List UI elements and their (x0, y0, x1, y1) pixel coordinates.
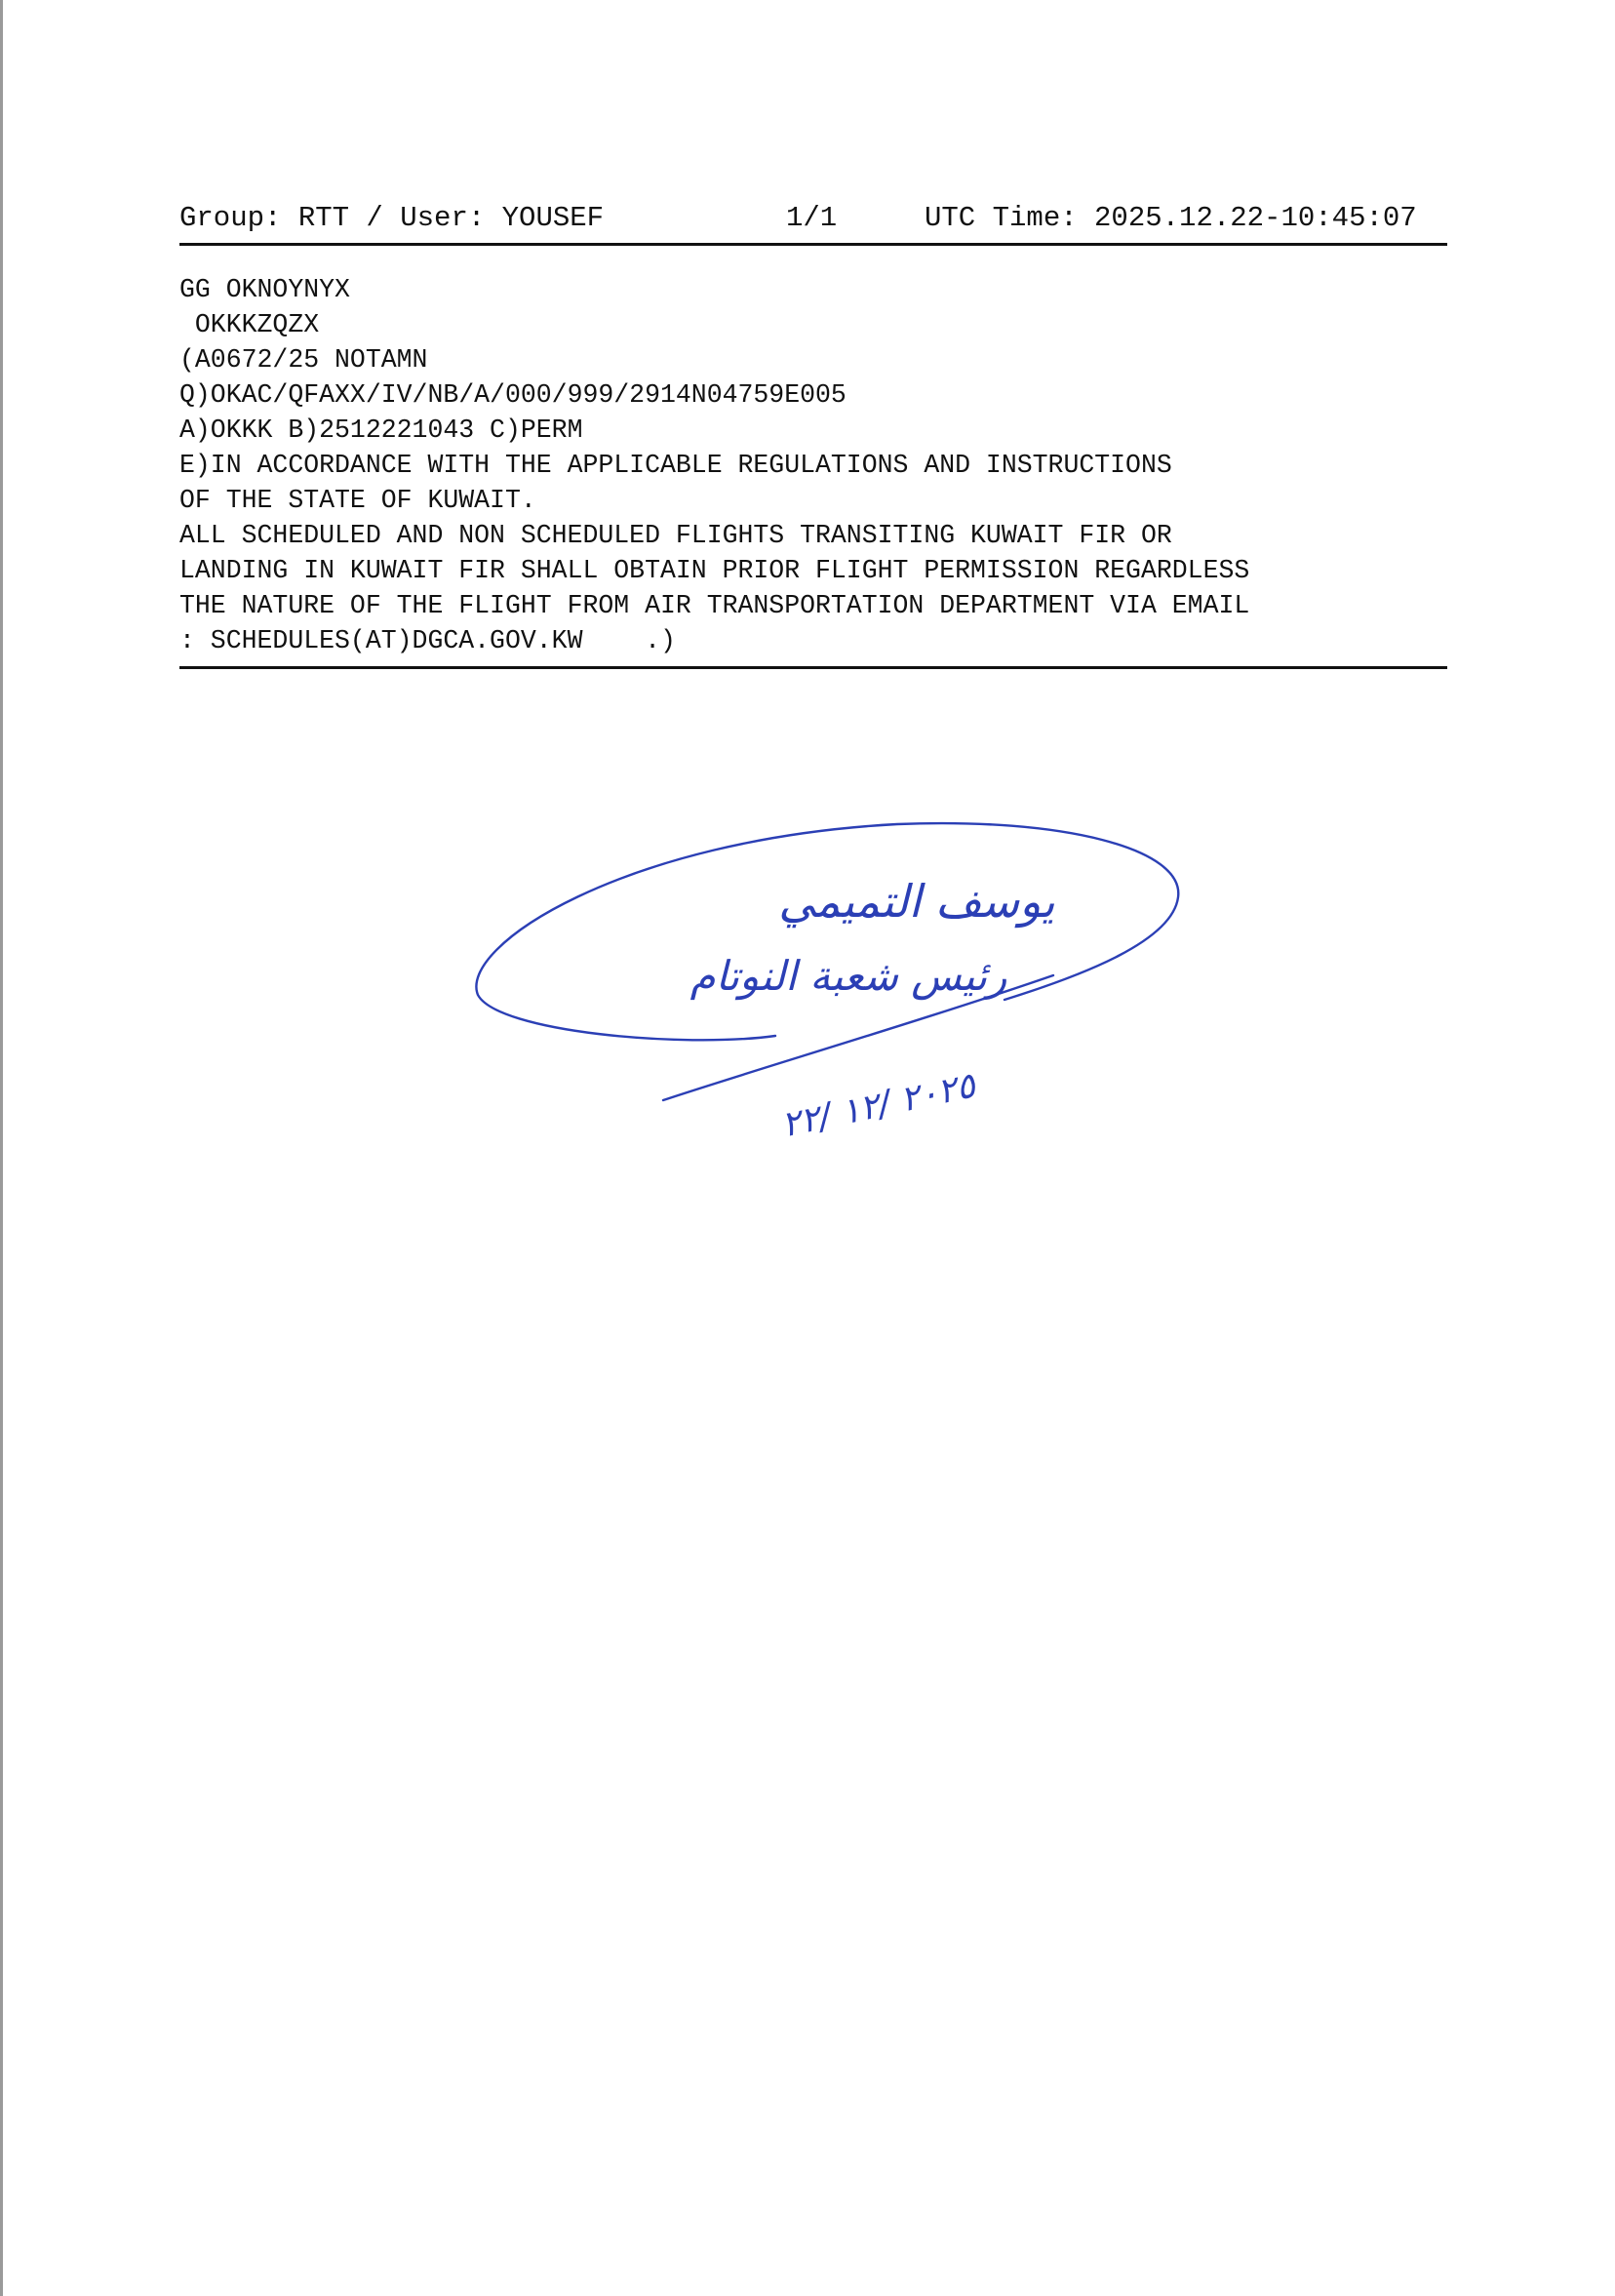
signature-title: رئيس شعبة النوتام (689, 952, 1007, 1000)
signature-drawing (458, 810, 1200, 1200)
signature-loop (476, 823, 1178, 1040)
message-line: LANDING IN KUWAIT FIR SHALL OBTAIN PRIOR FLIGHT PERMISSION REGARDLESS (179, 556, 1250, 585)
message-line: THE NATURE OF THE FLIGHT FROM AIR TRANSPORTATION DEPARTMENT VIA EMAIL (179, 591, 1250, 620)
utc-time: UTC Time: 2025.12.22-10:45:07 (925, 202, 1417, 234)
message-line: : SCHEDULES(AT)DGCA.GOV.KW .) (179, 626, 676, 655)
signature-name: يوسف التميمي (778, 875, 1055, 928)
message-line: E)IN ACCORDANCE WITH THE APPLICABLE REGULATIONS AND INSTRUCTIONS (179, 451, 1172, 480)
page-edge (0, 0, 3, 2296)
header-divider (179, 243, 1447, 246)
message-line: Q)OKAC/QFAXX/IV/NB/A/000/999/2914N04759E005 (179, 380, 847, 410)
signature-date: ٢٠٢٥ /١٢ /٢٢ (777, 1065, 979, 1146)
header (179, 201, 1447, 236)
page-number: 1/1 (786, 202, 838, 234)
message-line: (A0672/25 NOTAMN (179, 345, 428, 375)
handwritten-signature (458, 810, 1200, 1200)
message-line: A)OKKK B)2512221043 C)PERM (179, 416, 583, 445)
message-line: OF THE STATE OF KUWAIT. (179, 486, 536, 515)
message-divider (179, 666, 1447, 669)
message-line: ALL SCHEDULED AND NON SCHEDULED FLIGHTS TRANSITING KUWAIT FIR OR (179, 521, 1172, 550)
group-user-label: Group: RTT / User: YOUSEF (179, 202, 605, 234)
message-line: GG OKNOYNYX (179, 275, 350, 304)
message-line: OKKKZQZX (179, 310, 320, 339)
notam-message (179, 272, 1447, 658)
